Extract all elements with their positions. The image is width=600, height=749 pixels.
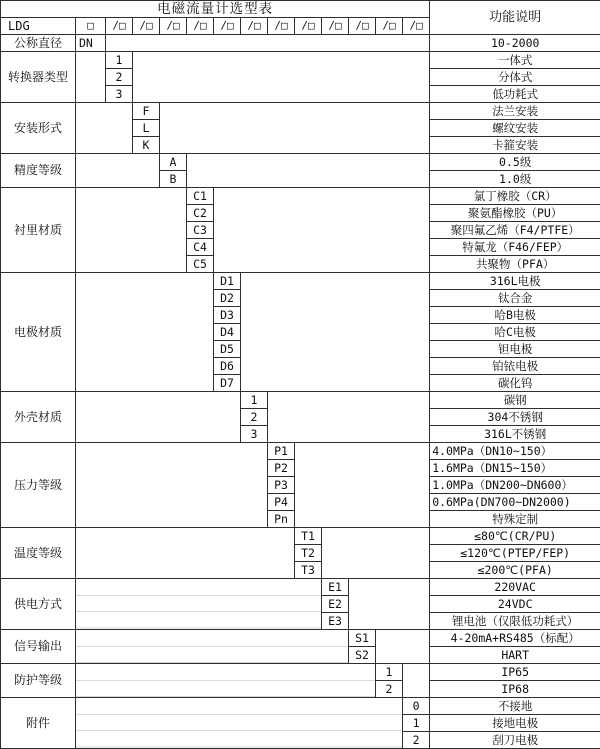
code-slot: /□	[214, 18, 241, 35]
section-label: 衬里材质	[1, 188, 76, 273]
desc-cell: 1.0级	[430, 171, 600, 188]
desc-cell: 1.6MPa（DN15~150）	[430, 460, 600, 477]
section-label: 温度等级	[1, 528, 76, 579]
filler-cell	[295, 443, 430, 528]
filler-cell	[133, 52, 430, 103]
code-cell: C3	[187, 222, 214, 239]
code-slot: /□	[268, 18, 295, 35]
filler-cell	[76, 528, 295, 579]
section-label: 公称直径	[1, 35, 76, 52]
filler-cell	[76, 630, 349, 664]
code-cell: 2	[376, 681, 403, 698]
section-label: 防护等级	[1, 664, 76, 698]
desc-cell: 低功耗式	[430, 86, 600, 103]
filler-cell	[76, 392, 241, 443]
desc-cell: 220VAC	[430, 579, 600, 596]
desc-cell: 4-20mA+RS485（标配）	[430, 630, 600, 647]
filler-cell	[76, 443, 268, 528]
code-cell: 2	[241, 409, 268, 426]
code-cell: S2	[349, 647, 376, 664]
code-cell: D1	[214, 273, 241, 290]
code-cell: 0	[403, 698, 430, 715]
desc-cell: 304不锈钢	[430, 409, 600, 426]
desc-cell: 哈B电极	[430, 307, 600, 324]
code-cell: C1	[187, 188, 214, 205]
filler-cell	[214, 188, 430, 273]
code-cell: A	[160, 154, 187, 171]
section-label: 压力等级	[1, 443, 76, 528]
code-slot: /□	[241, 18, 268, 35]
desc-cell: 分体式	[430, 69, 600, 86]
filler-cell	[76, 188, 187, 273]
desc-cell: 聚氨酯橡胶（PU）	[430, 205, 600, 222]
code-slot: /□	[106, 18, 133, 35]
desc-cell: 刮刀电极	[430, 732, 600, 749]
code-cell: F	[133, 103, 160, 120]
code-cell: D4	[214, 324, 241, 341]
table-row	[1, 35, 600, 52]
code-cell: E1	[322, 579, 349, 596]
filler-cell	[403, 664, 430, 698]
code-cell: C4	[187, 239, 214, 256]
desc-cell: 法兰安装	[430, 103, 600, 120]
desc-cell: 10-2000	[430, 35, 600, 52]
desc-cell: 哈C电极	[430, 324, 600, 341]
desc-cell: 接地电极	[430, 715, 600, 732]
table-row	[1, 664, 600, 681]
filler-cell	[76, 273, 214, 392]
desc-cell: ≤120℃(PTEP/FEP)	[430, 545, 600, 562]
code-slot: /□	[403, 18, 430, 35]
section-label: 精度等级	[1, 154, 76, 188]
section-label: 转换器类型	[1, 52, 76, 103]
desc-cell: 氯丁橡胶（CR）	[430, 188, 600, 205]
code-cell: 1	[241, 392, 268, 409]
desc-cell: ≤80℃(CR/PU)	[430, 528, 600, 545]
code-cell: S1	[349, 630, 376, 647]
code-cell: 1	[376, 664, 403, 681]
code-cell: 3	[241, 426, 268, 443]
code-cell: 2	[403, 732, 430, 749]
filler-cell	[322, 528, 430, 579]
code-slot: /□	[295, 18, 322, 35]
code-cell: C2	[187, 205, 214, 222]
code-cell: E3	[322, 613, 349, 630]
table-row	[1, 273, 600, 290]
code-cell: D2	[214, 290, 241, 307]
filler-cell	[268, 392, 430, 443]
code-cell: D6	[214, 358, 241, 375]
code-cell: 1	[403, 715, 430, 732]
filler-cell	[241, 273, 430, 392]
table-row	[1, 188, 600, 205]
code-slot: /□	[376, 18, 403, 35]
section-label: 附件	[1, 698, 76, 749]
model-prefix-label: LDG	[1, 18, 76, 35]
desc-cell: 碳化钨	[430, 375, 600, 392]
desc-cell: IP65	[430, 664, 600, 681]
code-cell: D5	[214, 341, 241, 358]
filler-cell	[160, 103, 430, 154]
desc-cell: 316L电极	[430, 273, 600, 290]
desc-cell: 锂电池（仅限低功耗式）	[430, 613, 600, 630]
code-cell: B	[160, 171, 187, 188]
code-cell: K	[133, 137, 160, 154]
section-label: 电极材质	[1, 273, 76, 392]
code-cell: E2	[322, 596, 349, 613]
code-slot: /□	[160, 18, 187, 35]
code-cell: P2	[268, 460, 295, 477]
filler-cell	[76, 154, 160, 188]
code-slot: /□	[187, 18, 214, 35]
code-cell: P3	[268, 477, 295, 494]
desc-cell: 0.5级	[430, 154, 600, 171]
code-cell: 3	[106, 86, 133, 103]
function-column-header: 功能说明	[430, 1, 600, 35]
desc-cell: 卡箍安装	[430, 137, 600, 154]
code-cell: D7	[214, 375, 241, 392]
code-slot: /□	[349, 18, 376, 35]
table-row	[1, 103, 600, 120]
table-row	[1, 443, 600, 460]
desc-cell: 碳钢	[430, 392, 600, 409]
code-cell: P4	[268, 494, 295, 511]
filler-cell	[76, 664, 376, 698]
desc-cell: 0.6MPa(DN700~DN2000)	[430, 494, 600, 511]
section-label: 供电方式	[1, 579, 76, 630]
desc-cell: 1.0MPa（DN200~DN600）	[430, 477, 600, 494]
table-row	[1, 528, 600, 545]
filler-cell	[376, 630, 430, 664]
code-cell: C5	[187, 256, 214, 273]
filler-cell	[76, 52, 106, 103]
code-cell: D3	[214, 307, 241, 324]
desc-cell: 24VDC	[430, 596, 600, 613]
filler-cell	[349, 579, 430, 630]
section-label: 外壳材质	[1, 392, 76, 443]
desc-cell: 316L不锈钢	[430, 426, 600, 443]
table-row	[1, 392, 600, 409]
desc-cell: 不接地	[430, 698, 600, 715]
desc-cell: 特氟龙（F46/FEP）	[430, 239, 600, 256]
code-cell: L	[133, 120, 160, 137]
code-slot: /□	[133, 18, 160, 35]
desc-cell: HART	[430, 647, 600, 664]
filler-cell	[187, 154, 430, 188]
filler-cell	[76, 103, 133, 154]
code-cell: P1	[268, 443, 295, 460]
desc-cell: 聚四氟乙烯（F4/PTFE）	[430, 222, 600, 239]
desc-cell: 共聚物（PFA）	[430, 256, 600, 273]
code-cell: 2	[106, 69, 133, 86]
table-row	[1, 630, 600, 647]
code-cell: T3	[295, 562, 322, 579]
table-row	[1, 579, 600, 596]
desc-cell: 钛合金	[430, 290, 600, 307]
code-cell: 1	[106, 52, 133, 69]
desc-cell: ≤200℃(PFA)	[430, 562, 600, 579]
section-label: 信号输出	[1, 630, 76, 664]
page-title: 电磁流量计选型表	[1, 1, 430, 18]
desc-cell: IP68	[430, 681, 600, 698]
filler-cell	[76, 698, 403, 749]
code-cell: T1	[295, 528, 322, 545]
code-cell: DN	[76, 35, 106, 52]
table-row	[1, 154, 600, 171]
desc-cell: 特殊定制	[430, 511, 600, 528]
desc-cell: 铂铱电极	[430, 358, 600, 375]
desc-cell: 4.0MPa（DN10~150）	[430, 443, 600, 460]
desc-cell: 螺纹安装	[430, 120, 600, 137]
filler-cell	[76, 579, 322, 630]
code-slot: /□	[322, 18, 349, 35]
section-label: 安装形式	[1, 103, 76, 154]
desc-cell: 一体式	[430, 52, 600, 69]
code-box: □	[76, 18, 106, 35]
filler-cell	[106, 35, 430, 52]
code-cell: Pn	[268, 511, 295, 528]
table-row	[1, 1, 600, 18]
desc-cell: 钽电极	[430, 341, 600, 358]
code-cell: T2	[295, 545, 322, 562]
table-row	[1, 698, 600, 715]
table-row	[1, 52, 600, 69]
